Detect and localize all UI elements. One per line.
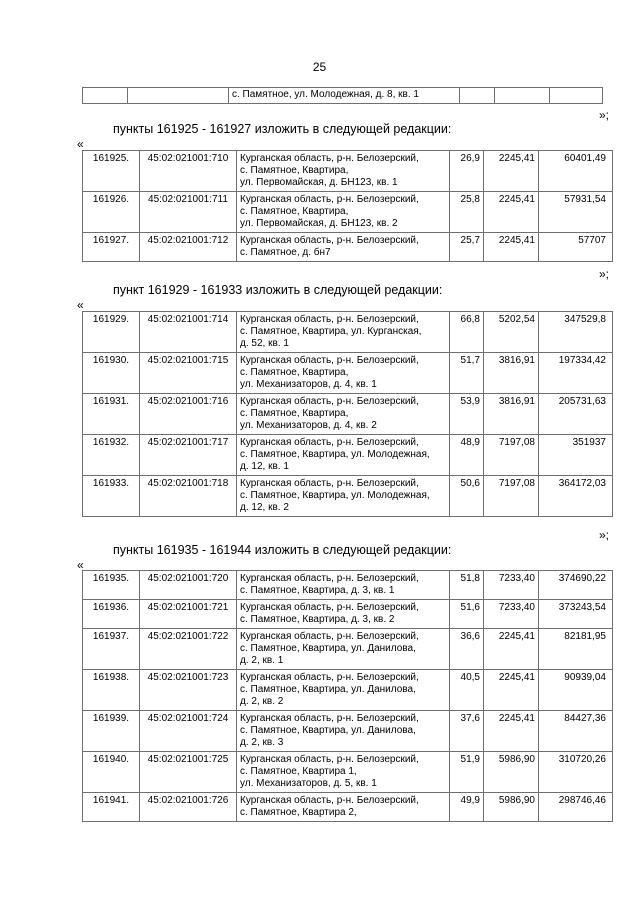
table-row — [83, 752, 613, 793]
item-number-cell: 161939. — [83, 711, 140, 752]
address-cell — [237, 233, 450, 262]
table-row — [83, 571, 613, 600]
address-line: с. Памятное, Квартира, — [240, 367, 349, 378]
address-line: ул. Первомайская, д. БН123, кв. 1 — [240, 177, 398, 188]
cadastral-number-cell: 45:02:021001:717 — [140, 435, 237, 476]
cost-cell: 205731,63 — [539, 394, 613, 435]
address-line: д. 12, кв. 1 — [240, 461, 289, 472]
area-cell: 51,8 — [450, 571, 484, 600]
item-number-cell: 161925. — [83, 151, 140, 192]
cost-cell: 351937 — [539, 435, 613, 476]
address-cell — [237, 435, 450, 476]
cadastral-number-cell: 45:02:021001:716 — [140, 394, 237, 435]
table-row — [83, 394, 613, 435]
unit-price-cell: 5986,90 — [484, 793, 539, 822]
address-line: Курганская область, р-н. Белозерский, — [240, 396, 419, 407]
section-heading: пункты 161935 - 161944 изложить в следующей редакции: — [113, 543, 452, 557]
table-row — [83, 312, 613, 353]
address-cell — [237, 476, 450, 517]
opening-quote: « — [77, 137, 84, 151]
address-cell: с. Памятное, ул. Молодежная, д. 8, кв. 1 — [229, 88, 460, 104]
cadastral-number-cell: 45:02:021001:710 — [140, 151, 237, 192]
area-cell: 50,6 — [450, 476, 484, 517]
item-number-cell: 161936. — [83, 600, 140, 629]
empty-cell — [128, 88, 229, 104]
area-cell: 49,9 — [450, 793, 484, 822]
points-table — [82, 150, 613, 262]
address-line: ул. Механизаторов, д. 4, кв. 2 — [240, 420, 377, 431]
address-line: с. Памятное, Квартира, ул. Данилова, — [240, 684, 416, 695]
empty-cell — [550, 88, 603, 104]
area-cell: 51,9 — [450, 752, 484, 793]
unit-price-cell: 2245,41 — [484, 711, 539, 752]
unit-price-cell: 2245,41 — [484, 629, 539, 670]
address-line: с. Памятное, Квартира, ул. Курганская, — [240, 326, 422, 337]
item-number-cell: 161938. — [83, 670, 140, 711]
page-number: 25 — [312, 60, 327, 74]
item-number-cell: 161940. — [83, 752, 140, 793]
table-row — [83, 233, 613, 262]
area-cell: 36,6 — [450, 629, 484, 670]
area-cell: 48,9 — [450, 435, 484, 476]
address-line: Курганская область, р-н. Белозерский, — [240, 355, 419, 366]
table-row — [83, 793, 613, 822]
closing-quote: »; — [598, 267, 609, 281]
points-table — [82, 570, 613, 822]
table-row — [83, 151, 613, 192]
area-cell: 66,8 — [450, 312, 484, 353]
unit-price-cell: 7197,08 — [484, 435, 539, 476]
address-line: ул. Первомайская, д. БН123, кв. 2 — [240, 218, 398, 229]
unit-price-cell: 7233,40 — [484, 600, 539, 629]
address-cell — [237, 571, 450, 600]
address-cell — [237, 752, 450, 793]
table-row — [83, 435, 613, 476]
cadastral-number-cell: 45:02:021001:726 — [140, 793, 237, 822]
area-cell: 25,7 — [450, 233, 484, 262]
cost-cell: 57931,54 — [539, 192, 613, 233]
top-fragment-table — [82, 87, 603, 104]
unit-price-cell: 3816,91 — [484, 394, 539, 435]
address-line: с. Памятное, Квартира 2, — [240, 807, 357, 818]
unit-price-cell: 7233,40 — [484, 571, 539, 600]
item-number-cell: 161929. — [83, 312, 140, 353]
address-line: Курганская область, р-н. Белозерский, — [240, 754, 419, 765]
cost-cell: 310720,26 — [539, 752, 613, 793]
address-line: Курганская область, р-н. Белозерский, — [240, 235, 419, 246]
cost-cell: 197334,42 — [539, 353, 613, 394]
item-number-cell: 161926. — [83, 192, 140, 233]
address-line: ул. Механизаторов, д. 5, кв. 1 — [240, 778, 377, 789]
cadastral-number-cell: 45:02:021001:722 — [140, 629, 237, 670]
address-line: Курганская область, р-н. Белозерский, — [240, 672, 419, 683]
address-cell — [237, 394, 450, 435]
address-line: с. Памятное, Квартира, — [240, 408, 349, 419]
cadastral-number-cell: 45:02:021001:718 — [140, 476, 237, 517]
item-number-cell: 161933. — [83, 476, 140, 517]
address-line: д. 2, кв. 1 — [240, 655, 284, 666]
item-number-cell: 161927. — [83, 233, 140, 262]
cost-cell: 298746,46 — [539, 793, 613, 822]
address-line: с. Памятное, Квартира, ул. Данилова, — [240, 643, 416, 654]
area-cell: 51,6 — [450, 600, 484, 629]
table-row — [83, 600, 613, 629]
points-table — [82, 311, 613, 517]
item-number-cell: 161937. — [83, 629, 140, 670]
section-heading: пункты 161925 - 161927 изложить в следующей редакции: — [113, 122, 452, 136]
address-line: с. Памятное, Квартира, ул. Молодежная, — [240, 490, 430, 501]
address-line: с. Памятное, д. бн7 — [240, 247, 331, 258]
cost-cell: 347529,8 — [539, 312, 613, 353]
address-cell — [237, 151, 450, 192]
empty-cell — [83, 88, 128, 104]
cadastral-number-cell: 45:02:021001:715 — [140, 353, 237, 394]
cadastral-number-cell: 45:02:021001:725 — [140, 752, 237, 793]
address-line: Курганская область, р-н. Белозерский, — [240, 713, 419, 724]
address-line: с. Памятное, Квартира, — [240, 206, 349, 217]
cadastral-number-cell: 45:02:021001:714 — [140, 312, 237, 353]
cost-cell: 84427,36 — [539, 711, 613, 752]
area-cell: 40,5 — [450, 670, 484, 711]
unit-price-cell: 2245,41 — [484, 233, 539, 262]
table-row — [83, 711, 613, 752]
unit-price-cell: 2245,41 — [484, 151, 539, 192]
item-number-cell: 161930. — [83, 353, 140, 394]
cost-cell: 374690,22 — [539, 571, 613, 600]
address-line: д. 2, кв. 2 — [240, 696, 284, 707]
address-line: Курганская область, р-н. Белозерский, — [240, 314, 419, 325]
address-cell — [237, 629, 450, 670]
cadastral-number-cell: 45:02:021001:723 — [140, 670, 237, 711]
address-cell — [237, 192, 450, 233]
table-row — [83, 353, 613, 394]
address-line: д. 52, кв. 1 — [240, 338, 289, 349]
opening-quote: « — [77, 558, 84, 572]
cadastral-number-cell: 45:02:021001:712 — [140, 233, 237, 262]
address-line: Курганская область, р-н. Белозерский, — [240, 631, 419, 642]
table-row — [83, 476, 613, 517]
cost-cell: 82181,95 — [539, 629, 613, 670]
cost-cell: 57707 — [539, 233, 613, 262]
address-line: с. Памятное, Квартира, д. 3, кв. 1 — [240, 585, 395, 596]
item-number-cell: 161931. — [83, 394, 140, 435]
unit-price-cell: 5986,90 — [484, 752, 539, 793]
unit-price-cell: 2245,41 — [484, 670, 539, 711]
address-cell — [237, 600, 450, 629]
address-line: Курганская область, р-н. Белозерский, — [240, 602, 419, 613]
address-line: с. Памятное, Квартира, д. 3, кв. 2 — [240, 614, 395, 625]
unit-price-cell: 3816,91 — [484, 353, 539, 394]
item-number-cell: 161932. — [83, 435, 140, 476]
address-line: Курганская область, р-н. Белозерский, — [240, 478, 419, 489]
table-row — [83, 192, 613, 233]
cadastral-number-cell: 45:02:021001:724 — [140, 711, 237, 752]
table-row — [83, 670, 613, 711]
table-row — [83, 629, 613, 670]
empty-cell — [460, 88, 495, 104]
opening-quote: « — [77, 298, 84, 312]
address-line: ул. Механизаторов, д. 4, кв. 1 — [240, 379, 377, 390]
address-line: Курганская область, р-н. Белозерский, — [240, 795, 419, 806]
address-line: с. Памятное, Квартира, ул. Молодежная, — [240, 449, 430, 460]
closing-quote: »; — [598, 108, 609, 122]
cost-cell: 90939,04 — [539, 670, 613, 711]
cadastral-number-cell: 45:02:021001:711 — [140, 192, 237, 233]
address-line: с. Памятное, Квартира, ул. Данилова, — [240, 725, 416, 736]
address-cell — [237, 793, 450, 822]
address-cell — [237, 312, 450, 353]
address-line: Курганская область, р-н. Белозерский, — [240, 153, 419, 164]
unit-price-cell: 7197,08 — [484, 476, 539, 517]
item-number-cell: 161941. — [83, 793, 140, 822]
address-line: Курганская область, р-н. Белозерский, — [240, 194, 419, 205]
area-cell: 25,8 — [450, 192, 484, 233]
cost-cell: 373243,54 — [539, 600, 613, 629]
empty-cell — [495, 88, 550, 104]
cadastral-number-cell: 45:02:021001:720 — [140, 571, 237, 600]
area-cell: 51,7 — [450, 353, 484, 394]
table-row — [83, 88, 603, 104]
address-line: Курганская область, р-н. Белозерский, — [240, 573, 419, 584]
cost-cell: 364172,03 — [539, 476, 613, 517]
address-line: с. Памятное, Квартира, — [240, 165, 349, 176]
cadastral-number-cell: 45:02:021001:721 — [140, 600, 237, 629]
address-cell — [237, 353, 450, 394]
section-heading: пункт 161929 - 161933 изложить в следующей редакции: — [113, 283, 443, 297]
unit-price-cell: 2245,41 — [484, 192, 539, 233]
cost-cell: 60401,49 — [539, 151, 613, 192]
unit-price-cell: 5202,54 — [484, 312, 539, 353]
address-line: д. 2, кв. 3 — [240, 737, 284, 748]
area-cell: 37,6 — [450, 711, 484, 752]
address-cell — [237, 670, 450, 711]
address-line: д. 12, кв. 2 — [240, 502, 289, 513]
closing-quote: »; — [598, 528, 609, 542]
item-number-cell: 161935. — [83, 571, 140, 600]
address-line: с. Памятное, Квартира 1, — [240, 766, 357, 777]
area-cell: 53,9 — [450, 394, 484, 435]
area-cell: 26,9 — [450, 151, 484, 192]
address-cell — [237, 711, 450, 752]
address-line: Курганская область, р-н. Белозерский, — [240, 437, 419, 448]
